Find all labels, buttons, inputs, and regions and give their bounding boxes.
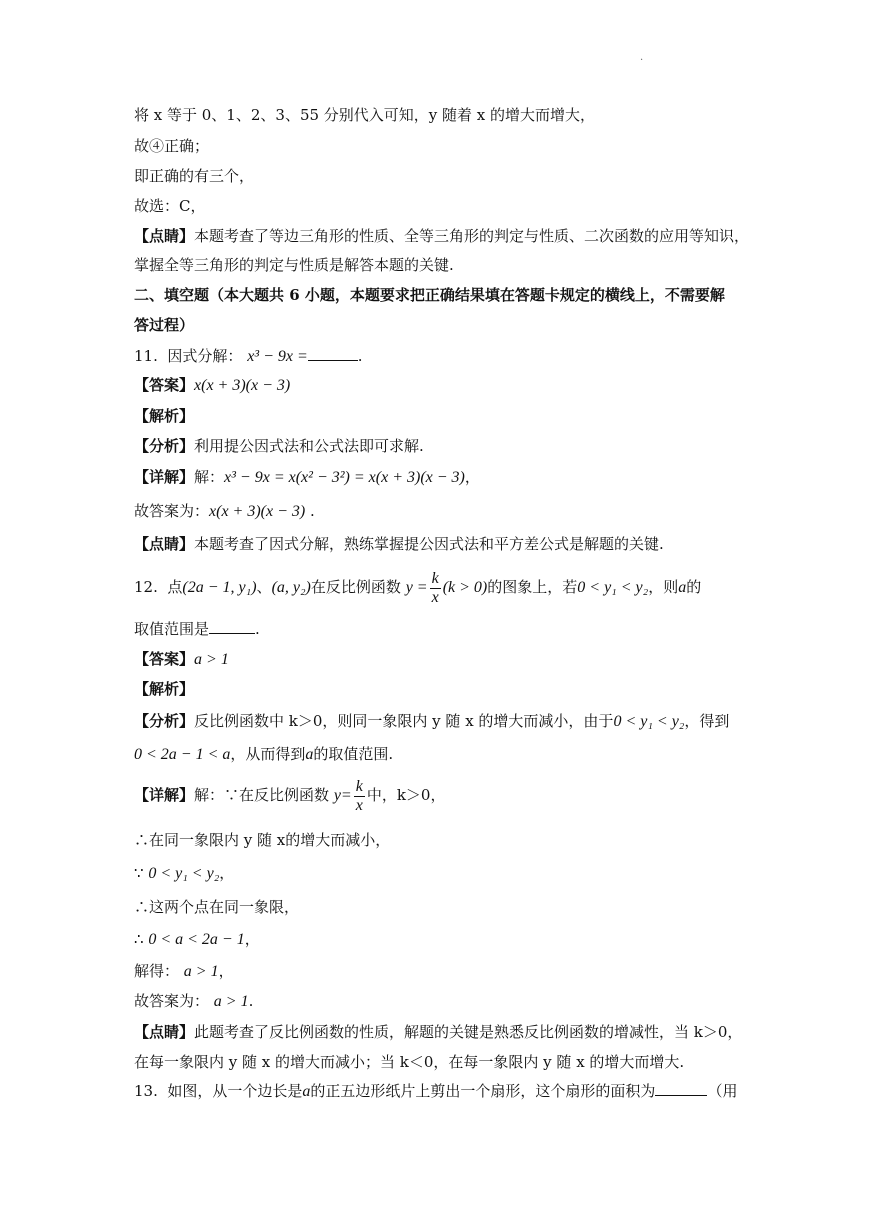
solution-line: ∵ 0 < y₁ < y₂， [134, 864, 235, 882]
analysis-tag: 【解析】 [134, 680, 195, 698]
section-heading: 答过程） [134, 316, 195, 334]
text-line: 即正确的有三个， [134, 167, 255, 185]
text-line: 将 x 等于 0、1、2、3、55 分别代入可知，y 随着 x 的增大而增大， [134, 106, 596, 124]
question-13: 13. 如图，从一个边长是a的正五边形纸片上剪出一个扇形，这个扇形的面积为 （用 [134, 1082, 738, 1100]
answer-blank [655, 1081, 707, 1096]
solution-line: 【详解】解：x³ − 9x = x(x² − 3²) = x(x + 3)(x − 3)， [134, 468, 480, 486]
remark-line: 【点睛】此题考查了反比例函数的性质，解题的关键是熟悉反比例函数的增减性，当 k＞0， [134, 1023, 743, 1041]
solution-line: 故答案为：x(x + 3)(x − 3) . [134, 502, 315, 520]
answer-line: 【答案】a > 1 [134, 650, 229, 668]
text-line: 掌握全等三角形的判定与性质是解答本题的关键. [134, 256, 454, 274]
answer-blank [209, 619, 255, 634]
analysis-tag: 【解析】 [134, 407, 195, 425]
question-11: 11. 因式分解： x³ − 9x = . [134, 347, 363, 365]
answer-blank [308, 346, 358, 361]
solution-line: 故答案为： a > 1. [134, 992, 254, 1010]
fraction: $\frac{k}{x}$ [355, 777, 363, 814]
section-heading: 二、填空题（本大题共 6 小题，本题要求把正确结果填在答题卡规定的横线上，不需要解 [134, 286, 725, 304]
text-line: 【点睛】本题考查了等边三角形的性质、全等三角形的判定与性质、二次函数的应用等知识， [134, 227, 750, 245]
solution-line: 解得： a > 1， [134, 962, 234, 980]
analysis-line: 0 < 2a − 1 < a，从而得到a的取值范围. [134, 745, 394, 763]
question-12-cont: 取值范围是 . [134, 620, 260, 638]
solution-line: 【详解】解：∵在反比例函数 y= $\frac{k}{x}$ 中，k＞0， [134, 777, 446, 814]
solution-line: ∴在同一象限内 y 随 x的增大而减小， [134, 831, 391, 849]
remark-line: 在每一象限内 y 随 x 的增大而减小；当 k＜0，在每一象限内 y 随 x 的增大而增大. [134, 1053, 685, 1071]
analysis-line: 【分析】反比例函数中 k＞0，则同一象限内 y 随 x 的增大而减小，由于0 < y₁ < y₂，得到 [134, 712, 730, 730]
answer-line: 【答案】x(x + 3)(x − 3) [134, 376, 291, 394]
question-12: 12. 点(2a − 1, y₁)、(a, y₂)在反比例函数 y = $\frac{k}{x}$ (k > 0)的图象上，若0 < y₁ < y₂，则a的 [134, 569, 702, 606]
header-dot: . [640, 52, 644, 63]
analysis-line: 【分析】利用提公因式法和公式法即可求解. [134, 437, 424, 455]
text-line: 故④正确； [134, 137, 210, 155]
solution-line: ∴这两个点在同一象限， [134, 898, 300, 916]
text-line: 故选：C， [134, 197, 206, 215]
solution-line: ∴ 0 < a < 2a − 1， [134, 930, 260, 948]
fraction: $\frac{k}{x}$ [431, 569, 439, 606]
remark-line: 【点睛】本题考查了因式分解，熟练掌握提公因式法和平方差公式是解题的关键. [134, 535, 664, 553]
